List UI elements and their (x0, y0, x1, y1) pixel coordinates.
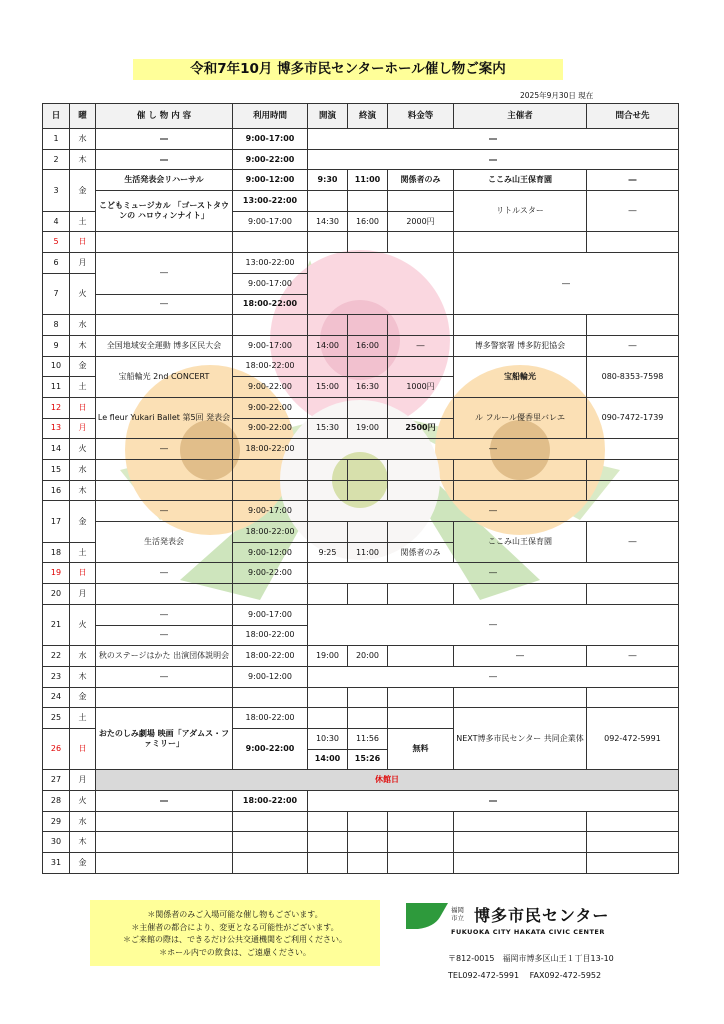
day: 24 (43, 687, 70, 708)
dow: 水 (70, 315, 96, 336)
day: 5 (43, 232, 70, 253)
event: ― (96, 791, 233, 812)
dow: 金 (70, 356, 96, 377)
time: 9:00-17:00 (233, 335, 308, 356)
time: 9:00-22:00 (233, 563, 308, 584)
organizer: ― (308, 501, 679, 522)
fee: ― (388, 335, 454, 356)
col-dow: 曜 (70, 104, 96, 129)
table-row (43, 832, 679, 853)
day: 17 (43, 501, 70, 542)
open: 14:30 (308, 211, 348, 232)
table-row (43, 791, 679, 812)
event: ― (96, 604, 233, 625)
day: 9 (43, 335, 70, 356)
day: 16 (43, 480, 70, 501)
day: 30 (43, 832, 70, 853)
time: 9:00-12:00 (233, 170, 308, 191)
open (308, 191, 348, 212)
contact-info (448, 950, 614, 984)
dow: 木 (70, 832, 96, 853)
day: 11 (43, 377, 70, 398)
dow: 日 (70, 397, 96, 418)
open: 14:00 (308, 749, 348, 770)
organizer: ― (308, 149, 679, 170)
organizer: ― (454, 646, 587, 667)
organizer: ここみ山王保育園 (454, 170, 587, 191)
table-row (43, 356, 679, 377)
note-line: ＊ホール内での飲食は、ご遠慮ください。 (159, 947, 311, 957)
open: 9:30 (308, 170, 348, 191)
day: 7 (43, 273, 70, 314)
dow: 金 (70, 687, 96, 708)
time: 9:00-12:00 (233, 542, 308, 563)
time: 18:00-22:00 (233, 294, 308, 315)
time: 9:00-17:00 (233, 604, 308, 625)
time: 9:00-12:00 (233, 666, 308, 687)
schedule-table (42, 103, 679, 874)
note-line: ＊ご来館の際は、できるだけ公共交通機関をご利用ください。 (123, 935, 347, 944)
table-row (43, 439, 679, 460)
day: 21 (43, 604, 70, 645)
contact: 090-7472-1739 (587, 397, 679, 438)
table-row (43, 149, 679, 170)
table-row (43, 563, 679, 584)
organizer: リトルスター (454, 191, 587, 232)
table-row (43, 315, 679, 336)
day: 19 (43, 563, 70, 584)
table-header-row (43, 104, 679, 129)
event: 宝船輪光 2nd CONCERT (96, 356, 233, 397)
table-row (43, 666, 679, 687)
event: ― (96, 149, 233, 170)
dow: 水 (70, 811, 96, 832)
time: 18:00-22:00 (233, 625, 308, 646)
logo-english-name: FUKUOKA CITY HAKATA CIVIC CENTER (451, 928, 605, 936)
organizer: ― (308, 604, 679, 645)
dow: 月 (70, 418, 96, 439)
organizer: ここみ山王保育園 (454, 522, 587, 563)
col-open: 開演 (308, 104, 348, 129)
event: Le fleur Yukari Ballet 第5回 発表会 (96, 397, 233, 438)
close: 16:00 (348, 211, 388, 232)
day: 3 (43, 170, 70, 211)
day: 6 (43, 253, 70, 274)
organizer: ― (308, 439, 679, 460)
table-row (43, 335, 679, 356)
table-row (43, 646, 679, 667)
day: 8 (43, 315, 70, 336)
time: 13:00-22:00 (233, 253, 308, 274)
contact: ― (587, 335, 679, 356)
day: 28 (43, 791, 70, 812)
tel-fax: TEL092-472-5991 FAX092-472-5952 (448, 971, 602, 980)
time: 9:00-17:00 (233, 211, 308, 232)
table-row (43, 191, 679, 212)
table-row (43, 853, 679, 874)
fee: 2500円 (388, 418, 454, 439)
event: ― (96, 666, 233, 687)
time: 18:00-22:00 (233, 522, 308, 543)
organizer: ― (454, 253, 679, 315)
event: 秋のステージはかた 出演団体説明会 (96, 646, 233, 667)
day: 10 (43, 356, 70, 377)
dow: 土 (70, 708, 96, 729)
dow: 木 (70, 149, 96, 170)
logo-name: 博多市民センター (474, 906, 610, 925)
day: 18 (43, 542, 70, 563)
close: 11:56 (348, 728, 388, 749)
event: ― (96, 129, 233, 150)
day: 14 (43, 439, 70, 460)
col-contact: 問合せ先 (587, 104, 679, 129)
day: 29 (43, 811, 70, 832)
col-organizer: 主催者 (454, 104, 587, 129)
dow: 月 (70, 770, 96, 791)
dow: 月 (70, 584, 96, 605)
organizer: 博多警察署 博多防犯協会 (454, 335, 587, 356)
organizer: ― (308, 791, 679, 812)
open: 15:30 (308, 418, 348, 439)
col-fee: 料金等 (388, 104, 454, 129)
day: 25 (43, 708, 70, 729)
table-row (43, 232, 679, 253)
close (348, 191, 388, 212)
contact: ― (587, 646, 679, 667)
notes-box (90, 900, 380, 966)
contact: 080-8353-7598 (587, 356, 679, 397)
col-day: 日 (43, 104, 70, 129)
day: 22 (43, 646, 70, 667)
dow: 火 (70, 791, 96, 812)
open: 9:25 (308, 542, 348, 563)
table-row (43, 522, 679, 543)
fee: 2000円 (388, 211, 454, 232)
table-row (43, 397, 679, 418)
day: 23 (43, 666, 70, 687)
close: 11:00 (348, 170, 388, 191)
table-row (43, 811, 679, 832)
table-row (43, 501, 679, 522)
day: 12 (43, 397, 70, 418)
dow: 木 (70, 480, 96, 501)
organizer: ル フルール優香里バレエ (454, 397, 587, 438)
time: 9:00-17:00 (233, 273, 308, 294)
contact: ― (587, 522, 679, 563)
organizer: 宝船輪光 (454, 356, 587, 397)
event: ― (96, 294, 233, 315)
contact: ― (587, 191, 679, 232)
col-close: 終演 (348, 104, 388, 129)
dow: 土 (70, 211, 96, 232)
table-row (43, 129, 679, 150)
fee: 関係者のみ (388, 542, 454, 563)
fee (388, 191, 454, 212)
day: 2 (43, 149, 70, 170)
time: 9:00-22:00 (233, 397, 308, 418)
dow: 月 (70, 253, 96, 274)
event: ― (96, 253, 233, 294)
dow: 火 (70, 273, 96, 314)
time: 18:00-22:00 (233, 791, 308, 812)
dow: 日 (70, 728, 96, 769)
close: 20:00 (348, 646, 388, 667)
event: ― (96, 439, 233, 460)
day: 31 (43, 853, 70, 874)
closed-day-label: 休館日 (96, 770, 679, 791)
day: 27 (43, 770, 70, 791)
fee: 無料 (388, 728, 454, 769)
day: 13 (43, 418, 70, 439)
table-row (43, 480, 679, 501)
event: ― (96, 563, 233, 584)
day: 4 (43, 211, 70, 232)
note-line: ＊主催者の都合により、変更となる可能性がございます。 (131, 922, 339, 932)
col-time: 利用時間 (233, 104, 308, 129)
table-row (43, 170, 679, 191)
logo-prefix: 福岡 市立 (451, 906, 464, 922)
fee: 1000円 (388, 377, 454, 398)
time: 9:00-22:00 (233, 728, 308, 769)
close: 19:00 (348, 418, 388, 439)
page-title: 令和7年10月 博多市民センターホール催し物ご案内 (133, 59, 563, 80)
table-row (43, 687, 679, 708)
organizer: ― (308, 666, 679, 687)
dow: 木 (70, 666, 96, 687)
time: 18:00-22:00 (233, 646, 308, 667)
time: 9:00-22:00 (233, 149, 308, 170)
close: 15:26 (348, 749, 388, 770)
open: 19:00 (308, 646, 348, 667)
time: 9:00-22:00 (233, 418, 308, 439)
time: 13:00-22:00 (233, 191, 308, 212)
dow: 木 (70, 335, 96, 356)
dow: 金 (70, 170, 96, 211)
dow: 日 (70, 232, 96, 253)
table-row (43, 460, 679, 481)
as-of-date: 2025年9月30日 現在 (520, 91, 594, 100)
day: 15 (43, 460, 70, 481)
time: 9:00-17:00 (233, 129, 308, 150)
dow: 金 (70, 853, 96, 874)
event: 生活発表会リハーサル (96, 170, 233, 191)
table-row (43, 253, 679, 274)
event: ― (96, 625, 233, 646)
table-row (43, 708, 679, 729)
table-row (43, 770, 679, 791)
note-line: ＊関係者のみご入場可能な催し物もございます。 (147, 910, 323, 919)
dow: 水 (70, 460, 96, 481)
dow: 火 (70, 604, 96, 645)
table-row (43, 604, 679, 625)
open: 15:00 (308, 377, 348, 398)
day: 26 (43, 728, 70, 769)
contact: ― (587, 170, 679, 191)
time: 9:00-22:00 (233, 377, 308, 398)
close: 16:30 (348, 377, 388, 398)
event: ― (96, 501, 233, 522)
center-logo-icon (406, 903, 448, 929)
open: 10:30 (308, 728, 348, 749)
dow: 日 (70, 563, 96, 584)
time: 18:00-22:00 (233, 708, 308, 729)
address: 〒812-0015 福岡市博多区山王１丁目13-10 (448, 954, 614, 963)
dow: 土 (70, 377, 96, 398)
day: 1 (43, 129, 70, 150)
time: 18:00-22:00 (233, 439, 308, 460)
organizer: ― (308, 563, 679, 584)
event: 全国地域安全運動 博多区民大会 (96, 335, 233, 356)
table-row (43, 584, 679, 605)
dow: 火 (70, 439, 96, 460)
organizer: ― (308, 129, 679, 150)
close: 11:00 (348, 542, 388, 563)
dow: 水 (70, 646, 96, 667)
day: 20 (43, 584, 70, 605)
open: 14:00 (308, 335, 348, 356)
time: 18:00-22:00 (233, 356, 308, 377)
dow: 水 (70, 129, 96, 150)
dow: 土 (70, 542, 96, 563)
time: 9:00-17:00 (233, 501, 308, 522)
event: こどもミュージカル 「ゴーストタウンの ハロウィンナイト」 (96, 191, 233, 232)
contact: 092-472-5991 (587, 708, 679, 770)
dow: 金 (70, 501, 96, 542)
organizer: NEXT博多市民センター 共同企業体 (454, 708, 587, 770)
col-event: 催 し 物 内 容 (96, 104, 233, 129)
close: 16:00 (348, 335, 388, 356)
fee: 関係者のみ (388, 170, 454, 191)
event: 生活発表会 (96, 522, 233, 563)
event: おたのしみ劇場 映画「アダムス・ファミリー」 (96, 708, 233, 770)
